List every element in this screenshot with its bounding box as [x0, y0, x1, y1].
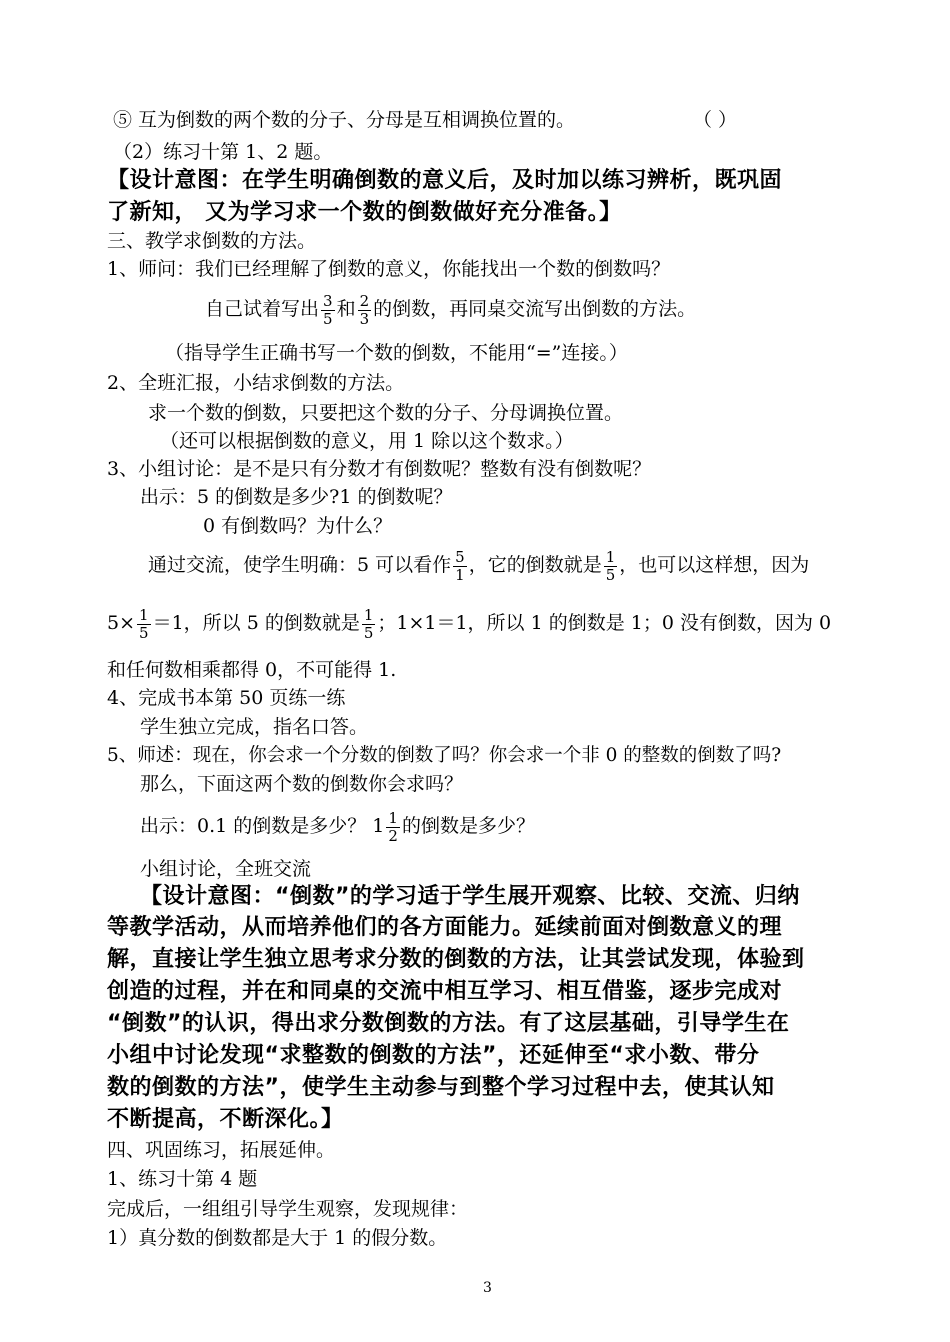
text-line-with-fractions: 5× $\frac{1}{5}$ ＝1，所以 5 的倒数就是 $\frac{1}{5}$ ；1×1＝1，所以 1 的倒数是 1；0 没有倒数，因为 0 [107, 605, 832, 642]
text-line: 小组讨论，全班交流 [140, 858, 312, 880]
fraction-one-fifth: $\frac{1}{5}$ [605, 547, 616, 584]
text-line: 完成后，一组组引导学生观察，发现规律： [107, 1198, 469, 1220]
fraction-one-fifth: $\frac{1}{5}$ [139, 605, 149, 642]
fraction-five-over-one: $\frac{5}{1}$ [455, 547, 465, 584]
text-line: 学生独立完成，指名口答。 [140, 716, 369, 738]
design-intent-line: 了新知， 又为学习求一个数的倒数做好充分准备。】 [107, 200, 622, 225]
text-line: ⑤ 互为倒数的两个数的分子、分母是互相调换位置的。 [113, 109, 576, 131]
design-intent-line: 不断提高，不断深化。】 [107, 1107, 344, 1132]
fraction-one-fifth: $\frac{1}{5}$ [363, 605, 374, 642]
design-intent-line: 【设计意图：在学生明确倒数的意义后，及时加以练习辨析，既巩固 [107, 168, 783, 193]
text-line: 求一个数的倒数，只要把这个数的分子、分母调换位置。 [148, 402, 624, 424]
text-line: （指导学生正确书写一个数的倒数，不能用“=”连接。） [165, 342, 628, 364]
fraction-two-thirds: $\frac{2}{3}$ [359, 291, 370, 328]
text-line-with-fractions: 出示：0.1 的倒数是多少？ 1 $\frac{1}{2}$ 的倒数是多少？ [140, 808, 535, 845]
design-intent-line: 解，直接让学生独立思考求分数的倒数的方法，让其尝试发现，体验到 [107, 947, 805, 972]
text-line: 1、师问：我们已经理解了倒数的意义，你能找出一个数的倒数吗？ [107, 258, 671, 280]
text-line: 和任何数相乘都得 0，不可能得 1. [107, 659, 397, 681]
design-intent-line: 数的倒数的方法”，使学生主动参与到整个学习过程中去，使其认知 [107, 1075, 775, 1100]
answer-parentheses: （ ） [693, 109, 738, 131]
fraction-three-fifths: $\frac{3}{5}$ [323, 291, 333, 328]
design-intent-line: 【设计意图：“倒数”的学习适于学生展开观察、比较、交流、归纳 [140, 884, 800, 909]
design-intent-line: 小组中讨论发现“求整数的倒数的方法”，还延伸至“求小数、带分 [107, 1043, 760, 1068]
design-intent-line: 创造的过程，并在和同桌的交流中相互学习、相互借鉴，逐步完成对 [107, 979, 783, 1004]
text-line: 出示：5 的倒数是多少?1 的倒数呢？ [140, 486, 453, 508]
text-line-with-fractions: 通过交流，使学生明确：5 可以看作 $\frac{5}{1}$ ，它的倒数就是 $\frac{1}{5}$ ，也可以这样想，因为 [148, 547, 810, 584]
text-line: 0 有倒数吗？为什么？ [203, 515, 393, 537]
fraction-one-half: $\frac{1}{2}$ [388, 808, 398, 845]
text-line: （2）练习十第 1、2 题。 [113, 141, 333, 163]
page-number: 3 [483, 1280, 492, 1296]
design-intent-line: “倒数”的认识，得出求分数倒数的方法。有了这层基础，引导学生在 [107, 1011, 790, 1036]
text-line: 4、完成书本第 50 页练一练 [107, 687, 346, 709]
text-line: 1、练习十第 4 题 [107, 1168, 258, 1190]
design-intent-line: 等教学活动，从而培养他们的各方面能力。延续前面对倒数意义的理 [107, 915, 783, 940]
text-line: （还可以根据倒数的意义，用 1 除以这个数求。） [160, 430, 574, 452]
text-line: 5、师述：现在，你会求一个分数的倒数了吗？你会求一个非 0 的整数的倒数了吗? [107, 745, 782, 766]
text-line: 2、全班汇报，小结求倒数的方法。 [107, 372, 405, 394]
section-heading: 四、巩固练习，拓展延伸。 [107, 1139, 336, 1161]
text-line: 3、小组讨论：是不是只有分数才有倒数呢？整数有没有倒数呢？ [107, 458, 652, 480]
section-heading: 三、教学求倒数的方法。 [107, 230, 317, 252]
text-line: 那么，下面这两个数的倒数你会求吗？ [140, 773, 464, 795]
text-line: 1）真分数的倒数都是大于 1 的假分数。 [107, 1227, 448, 1249]
text-line-with-fractions: 自己试着写出 $\frac{3}{5}$ 和 $\frac{2}{3}$ 的倒数，再同桌交流写出倒数的方法。 [205, 291, 697, 328]
